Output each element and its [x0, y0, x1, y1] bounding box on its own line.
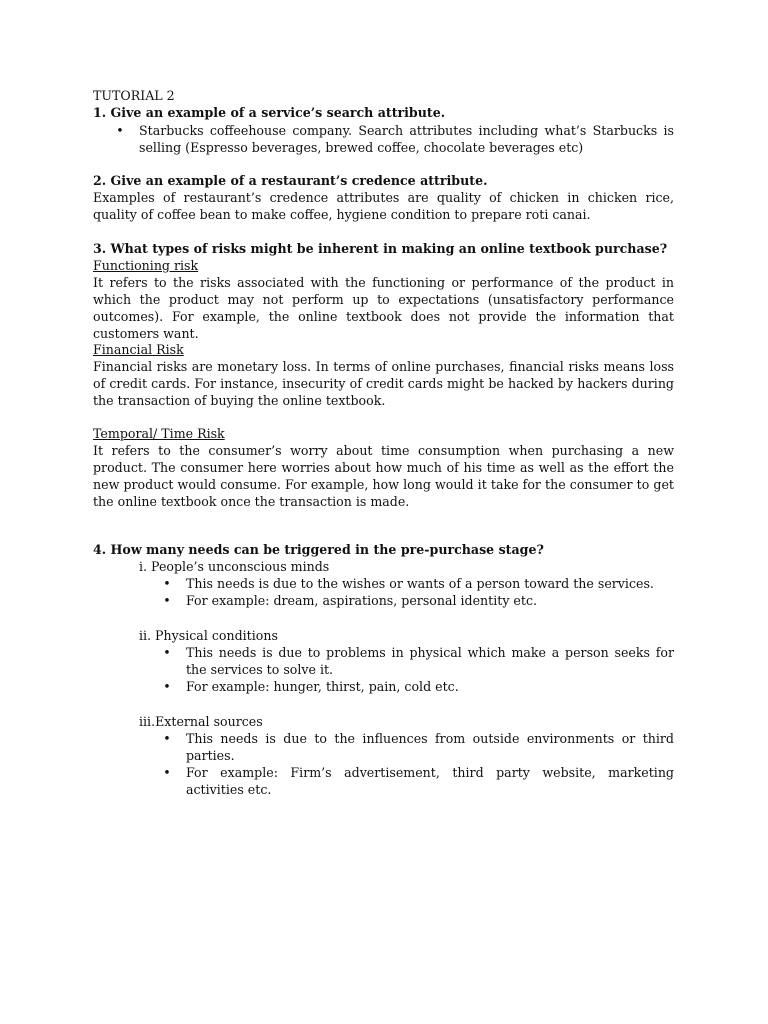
bullet-icon: •	[163, 765, 171, 780]
risk-title-temporal: Temporal/ Time Risk	[93, 426, 225, 441]
list-item	[116, 122, 674, 156]
need-label-1: i. People’s unconscious minds	[139, 559, 330, 574]
q1-answer: Starbucks coffeehouse company. Search attributes including what’s Starbucks is selling (Espresso beverages, brewed coffee, chocolate beverages etc)	[139, 123, 674, 155]
bullet-icon: •	[163, 731, 171, 746]
list-item	[163, 678, 674, 695]
list-item	[163, 575, 674, 592]
need-label-2: ii. Physical conditions	[139, 628, 278, 643]
risk-text-temporal: It refers to the consumer’s worry about time consumption when purchasing a new product. The consumer here worries about how much of his time as well as the effort the new product would consume. For example, how long would it take for the consumer to get the online textbook once the transaction is made.	[93, 443, 674, 509]
q3-heading: 3. What types of risks might be inherent in making an online textbook purchase?	[93, 241, 668, 256]
need-bullet-text: For example: dream, aspirations, personal identity etc.	[186, 593, 538, 608]
need-bullet-text: This needs is due to the influences from outside environments or third parties.	[186, 731, 674, 763]
list-item	[163, 644, 674, 678]
bullet-icon: •	[163, 679, 171, 694]
risk-title-functioning: Functioning risk	[93, 258, 199, 273]
q1-list	[116, 122, 674, 156]
bullet-icon: •	[163, 645, 171, 660]
q2-answer: Examples of restaurant’s credence attributes are quality of chicken in chicken rice, quality of coffee bean to make coffee, hygiene condition to prepare roti canai.	[93, 190, 674, 222]
list-item	[163, 730, 674, 764]
risk-text-functioning: It refers to the risks associated with the functioning or performance of the product in which the product may not perform up to expectations (unsatisfactory performance outcomes). For example, the online textbook does not provide the information that customers want.	[93, 275, 674, 341]
list-item	[163, 592, 674, 609]
need-list-3	[163, 730, 674, 798]
need-label-3: iii.External sources	[139, 714, 263, 729]
q1-heading: 1. Give an example of a service’s search attribute.	[93, 105, 446, 120]
bullet-icon: •	[163, 576, 171, 591]
risk-text-financial: Financial risks are monetary loss. In terms of online purchases, financial risks means loss of credit cards. For instance, insecurity of credit cards might be hacked by hackers during the transaction of buying the online textbook.	[93, 359, 674, 408]
bullet-icon: •	[116, 123, 124, 138]
q2-heading: 2. Give an example of a restaurant’s credence attribute.	[93, 173, 488, 188]
q4-heading: 4. How many needs can be triggered in the pre-purchase stage?	[93, 542, 544, 557]
risk-title-financial: Financial Risk	[93, 342, 184, 357]
list-item	[163, 764, 674, 798]
bullet-icon: •	[163, 593, 171, 608]
need-bullet-text: This needs is due to the wishes or wants of a person toward the services.	[186, 576, 654, 591]
need-list-2	[163, 644, 674, 695]
need-bullet-text: This needs is due to problems in physical which make a person seeks for the services to solve it.	[186, 645, 674, 677]
need-list-1	[163, 575, 674, 609]
need-bullet-text: For example: hunger, thirst, pain, cold etc.	[186, 679, 459, 694]
need-bullet-text: For example: Firm’s advertisement, third party website, marketing activities etc.	[186, 765, 674, 797]
document-title: TUTORIAL 2	[93, 88, 175, 103]
